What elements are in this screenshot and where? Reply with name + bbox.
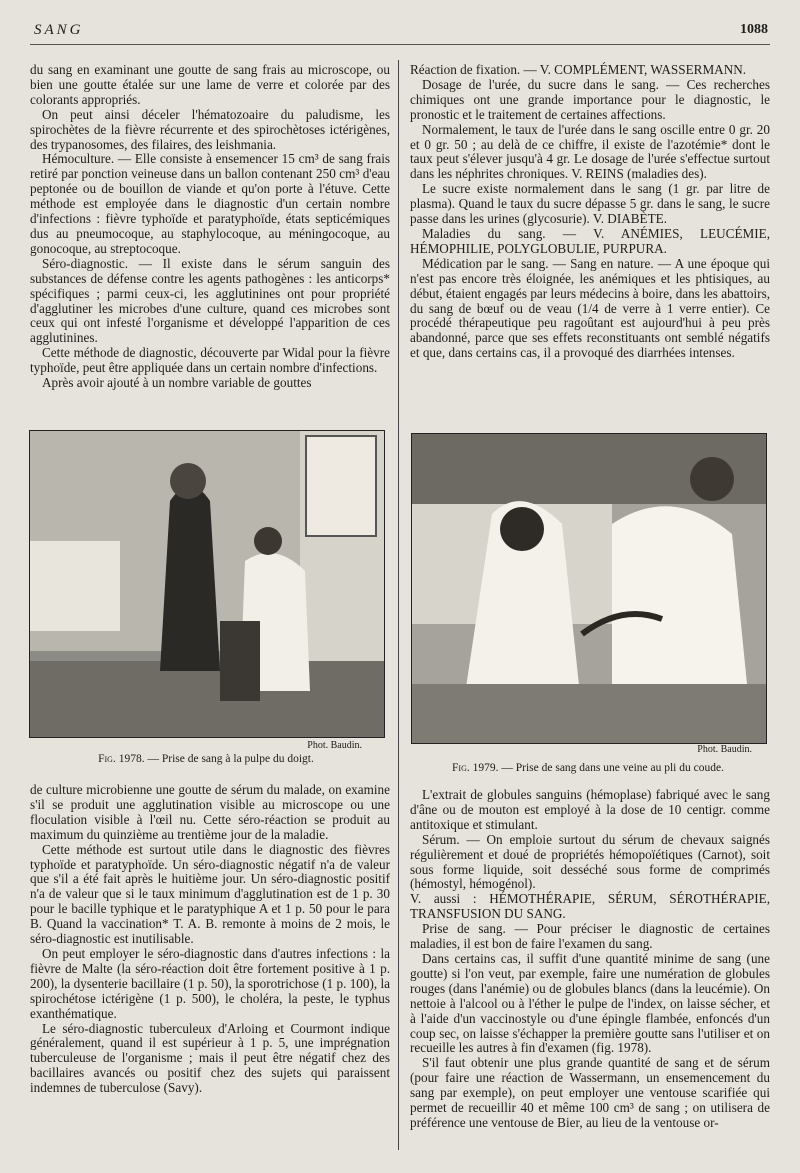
figure-number: Fig. 1978. bbox=[98, 753, 145, 765]
paragraph: On peut ainsi déceler l'hématozoaire du paludisme, les spirochètes de la fièvre récurrente et des spirochètoses ictérigènes, des trypanosomes, des filaires, des leishmania. bbox=[30, 106, 390, 152]
caption-text: — Prise de sang dans une veine au pli du coude. bbox=[501, 762, 724, 774]
paragraph: L'extrait de globules sanguins (hémoplase) fabriqué avec le sang d'âne ou de mouton est employé à la dose de 10 centigr. comme antitoxique et stimulant. bbox=[410, 787, 770, 832]
paragraph-reaction-fixation: Réaction de fixation. — V. COMPLÉMENT, WASSERMANN. bbox=[410, 62, 747, 77]
running-title: SANG bbox=[34, 22, 84, 38]
paragraph: Le séro-diagnostic tuberculeux d'Arloing et Courmont indique généralement, quand il est supérieur à 1 p. 5, une imprégnation tuberculeuse de l'organisme ; mais il peut être négatif chez des bacillaires avancés ou positif chez des sujets qui paraissent indemnes de tuberculose (Savy). bbox=[30, 1020, 390, 1096]
paragraph: de culture microbienne une goutte de sérum du malade, on examine s'il se produit une agglutination visible au microscope ou une floculation visible à l'œil nu. Cette séro-réaction se produit au maximum du quinzième au trentième jour de la maladie. bbox=[30, 782, 390, 842]
right-column-top bbox=[410, 63, 770, 361]
left-column-top bbox=[30, 63, 390, 391]
page-header bbox=[30, 22, 770, 45]
paragraph-hemoculture: Hémoculture. — Elle consiste à ensemencer 15 cm³ de sang frais retiré par ponction veineuse dans un ballon contenant 250 cm³ d'eau peptonée ou de bouillon de viande et qu'on porte à l'étuve. Cette méthode est employée dans le diagnostic d'un certain nombre d'infections : fièvre typhoïde et paratyphoïde, états septicémiques dus au pneumocoque, au staphylocoque, au méningocoque, au gonocoque, au streptocoque. bbox=[30, 151, 390, 256]
paragraph: Cette méthode de diagnostic, découverte par Widal pour la fièvre typhoïde, peut être appliquée dans un certain nombre d'infections. bbox=[30, 345, 390, 376]
caption-text: — Prise de sang à la pulpe du doigt. bbox=[147, 753, 314, 765]
right-column-bottom bbox=[410, 788, 770, 1131]
figure-caption bbox=[29, 753, 383, 765]
paragraph-serum: Sérum. — On emploie surtout du sérum de chevaux saignés régulièrement et doué de propriétés hémopoïétiques (Carnot), soit sous forme liquide, soit desséché sous forme de comprimés (hémostyl, hémogénol). bbox=[410, 831, 770, 892]
paragraph-dosage: Dosage de l'urée, du sucre dans le sang. — Ces recherches chimiques ont une grande importance pour le diagnostic, le pronostic et le traitement de certaines affections. bbox=[410, 76, 770, 122]
paragraph: Cette méthode est surtout utile dans le diagnostic des fièvres typhoïde et paratyphoïde. Un séro-diagnostic négatif n'a de valeur que s'il a été fait après le huitième jour. Un séro-diagnostic positif n'a de valeur que si le taux minimum d'agglutination est de 1 p. 30 pour le bacille typhique et le paratyphique A et 1 p. 50 pour le para B. Quand la vaccination* T. A. B. remonte à moins de 2 mois, le séro-diagnostic est inutilisable. bbox=[30, 841, 390, 947]
paragraph: Dans certains cas, il suffit d'une quantité minime de sang (une goutte) si l'on veut, par exemple, faire une numération de globules rouges (dans l'anémie) ou de globules blancs (dans la leucémie). On nettoie à l'alcool ou à l'éther le pulpe de l'index, on laisse sécher, et à l'aide d'un vaccinostyle ou d'une épingle flambée, enfoncés d'un coup sec, on laisse s'échapper la première goutte sans l'utiliser et on recueille les autres à fin d'examen (fig. 1978). bbox=[410, 950, 770, 1056]
paragraph: S'il faut obtenir une plus grande quantité de sang et de sérum (pour faire une réaction de Wassermann, un ensemencement du sang par exemple), on peut employer une ventouse scarifiée qui permet de recueillir 40 et même 100 cm³ de sang ; on utilisera de préférence une ventouse de Bier, au lieu de la ventouse or- bbox=[410, 1055, 770, 1130]
figure-number: Fig. 1979. bbox=[452, 762, 499, 774]
column-divider bbox=[398, 60, 399, 1150]
photo-fig-1979 bbox=[411, 433, 767, 744]
paragraph: du sang en examinant une goutte de sang frais au microscope, ou bien une goutte étalée sur une lame de verre et colorée par des colorants appropriés. bbox=[30, 62, 390, 107]
paragraph-maladies: Maladies du sang. — V. ANÉMIES, LEUCÉMIE, HÉMOPHILIE, POLYGLOBULIE, PURPURA. bbox=[410, 225, 770, 256]
left-column-bottom bbox=[30, 783, 390, 1096]
paragraph: Le sucre existe normalement dans le sang (1 gr. par litre de plasma). Quand le taux du sucre dépasse 5 gr. dans le sang, le sucre passe dans les urines (glycosurie). V. DIABÈTE. bbox=[410, 181, 770, 227]
paragraph: Après avoir ajouté à un nombre variable de gouttes bbox=[42, 375, 312, 391]
paragraph-medication: Médication par le sang. — Sang en nature. — A une époque qui n'est pas encore très éloignée, les anémiques et les phtisiques, au début, étaient engagés par leurs médecins à boire, dans les abattoirs, du sang de bœuf ou de veau (1/4 de verre à 1 verre entier). Ce procédé thérapeutique peu ragoûtant est aujourd'hui à peu près abandonné, parce que ses effets reconstituants ont semblé négatifs et que, dans certains cas, il a provoqué des diarrhées intenses. bbox=[410, 255, 770, 361]
figure-caption bbox=[411, 762, 765, 774]
page-number: 1088 bbox=[740, 22, 768, 37]
photo-image bbox=[412, 434, 766, 743]
paragraph-see-also: V. aussi : HÉMOTHÉRAPIE, SÉRUM, SÉROTHÉRAPIE, TRANSFUSION DU SANG. bbox=[410, 891, 770, 922]
photo-credit: Phot. Baudin. bbox=[307, 740, 362, 751]
photo-credit: Phot. Baudin. bbox=[697, 744, 752, 755]
paragraph-sero-diagnostic: Séro-diagnostic. — Il existe dans le sérum sanguin des substances de défense contre les agents pathogènes : les anticorps* spécifiques ; parmi ceux-ci, les agglutinines ont pour propriété d'agglutiner les microbes d'une culture, quand ces microbes sont ceux qui ont infesté l'organisme et développé l'apparition de ces agglutinines. bbox=[30, 255, 390, 346]
photo-image bbox=[30, 431, 384, 737]
photo-fig-1978 bbox=[29, 430, 385, 738]
paragraph: On peut employer le séro-diagnostic dans d'autres infections : la fièvre de Malte (la séro-réaction doit être fortement positive à 1 p. 200), la dysenterie bacillaire (1 p. 50), la sporotrichose (1 p. 100), la spirochétose ictérigène (1 p. 500), le choléra, la peste, le typhus exanthématique. bbox=[30, 945, 390, 1021]
paragraph: Normalement, le taux de l'urée dans le sang oscille entre 0 gr. 20 et 0 gr. 50 ; au delà de ce chiffre, il existe de l'azotémie* dont le taux peut s'élever jusqu'à 4 gr. Le dosage de l'urée s'effectue surtout dans les néphrites chroniques. V. REINS (maladies des). bbox=[410, 121, 770, 182]
paragraph-prise-de-sang: Prise de sang. — Pour préciser le diagnostic de certaines maladies, il est bon de faire l'examen du sang. bbox=[410, 921, 770, 952]
